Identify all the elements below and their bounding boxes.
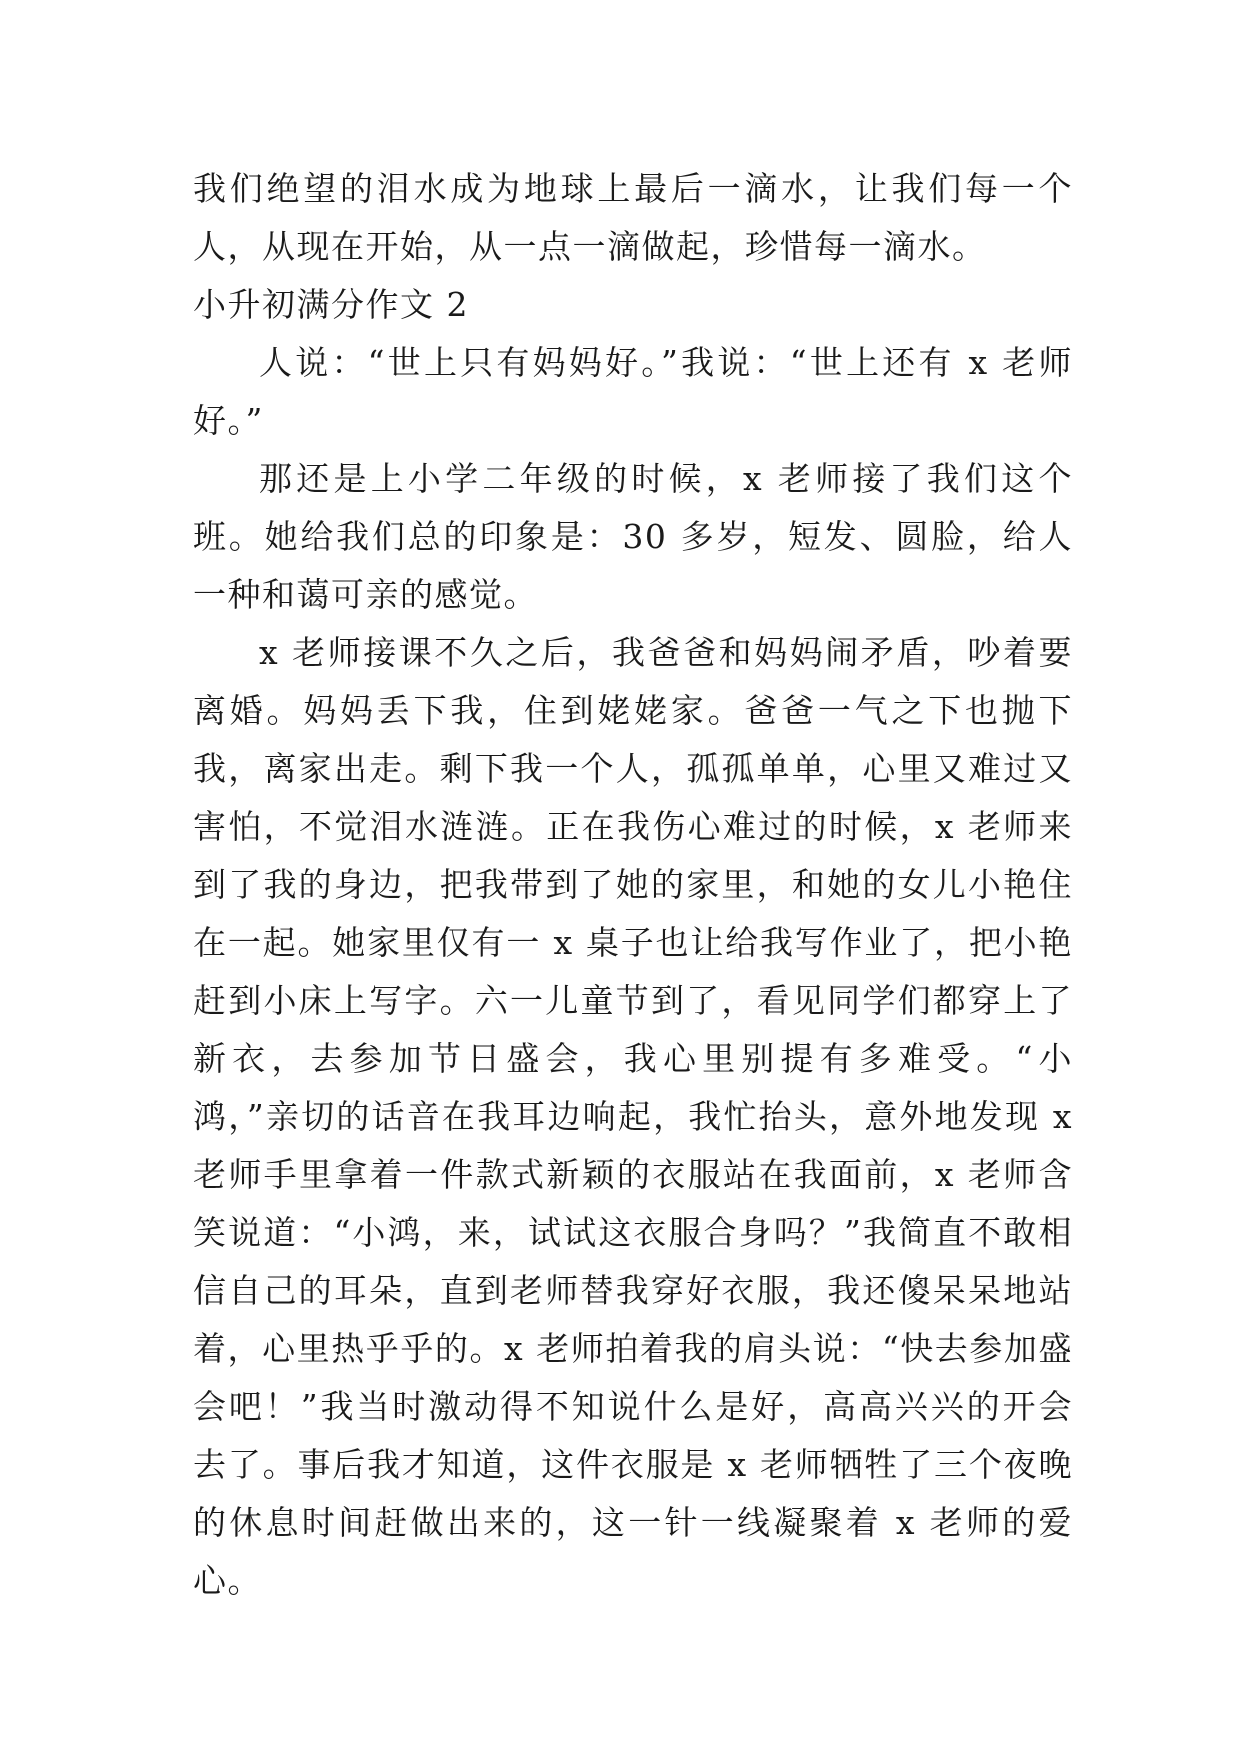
document-body bbox=[193, 160, 1073, 1610]
paragraph-1: 人说：“世上只有妈妈好。”我说：“世上还有 x 老师好。” bbox=[193, 343, 1073, 440]
paragraph-3: x 老师接课不久之后，我爸爸和妈妈闹矛盾，吵着要离婚。妈妈丢下我，住到姥姥家。爸爸一气之下也抛下我，离家出走。剩下我一个人，孤孤单单，心里又难过又害怕，不觉泪水涟涟。正在我伤心难过的时候，x 老师来到了我的身边，把我带到了她的家里，和她的女儿小艳住在一起。她家里仅有一 x 桌子也让给我写作业了，把小艳赶到小床上写字。六一儿童节到了，看见同学们都穿上了新衣，去参加节日盛会，我心里别提有多难受。“小鸿，”亲切的话音在我耳边响起，我忙抬头，意外地发现 x 老师手里拿着一件款式新颖的衣服站在我面前，x 老师含笑说道：“小鸿，来，试试这衣服合身吗？”我简直不敢相信自己的耳朵，直到老师替我穿好衣服，我还傻呆呆地站着，心里热乎乎的。x 老师拍着我的肩头说：“快去参加盛会吧！”我当时激动得不知说什么是好，高高兴兴的开会去了。事后我才知道，这件衣服是 x 老师牺牲了三个夜晚的休息时间赶做出来的，这一针一线凝聚着 x 老师的爱心。 bbox=[193, 633, 1073, 1600]
paragraph-2: 那还是上小学二年级的时候，x 老师接了我们这个班。她给我们总的印象是：30 多岁，短发、圆脸，给人一种和蔼可亲的感觉。 bbox=[193, 459, 1073, 614]
section-heading: 小升初满分作文 2 bbox=[193, 285, 469, 324]
continued-paragraph: 我们绝望的泪水成为地球上最后一滴水，让我们每一个人，从现在开始，从一点一滴做起，珍惜每一滴水。 bbox=[193, 169, 1073, 266]
